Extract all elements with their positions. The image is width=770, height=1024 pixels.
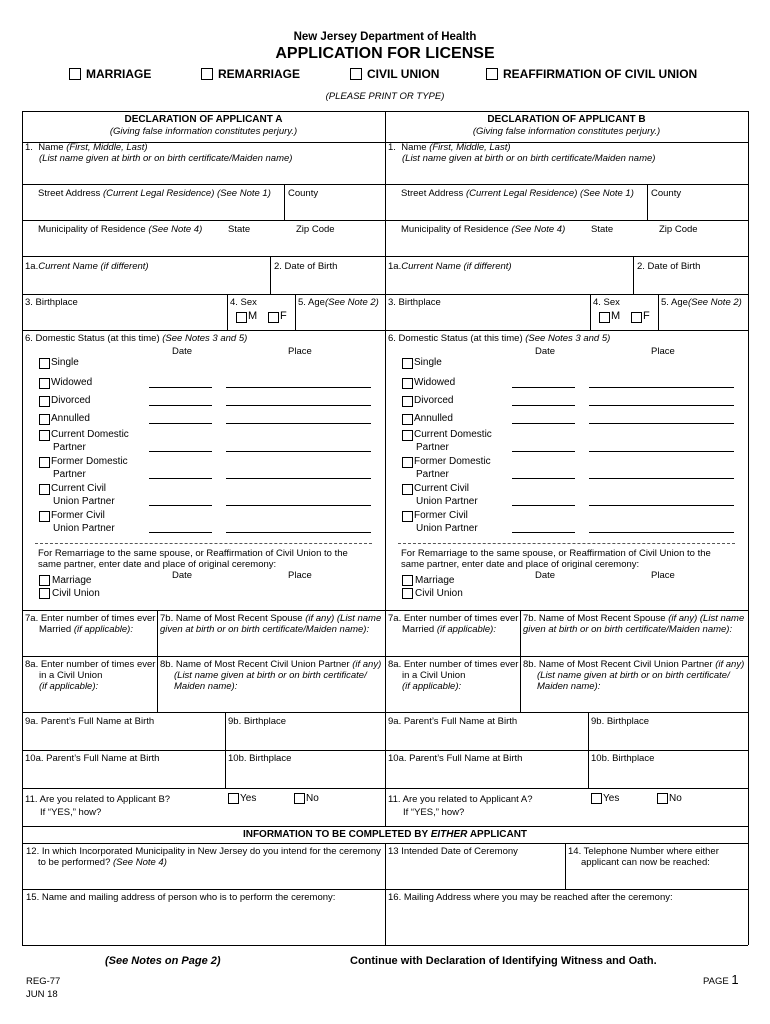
status-former-domestic-partner-place-b[interactable]: [589, 478, 734, 479]
status-current-civil-union-partner-place-b[interactable]: [589, 505, 734, 506]
sex-m-label-b: M: [611, 310, 621, 322]
status-former-civil-union-partner-date-b[interactable]: [512, 532, 575, 533]
birthplace-field-b[interactable]: [388, 310, 586, 328]
status-former-civil-union-partner-place-a[interactable]: [226, 532, 371, 533]
domestic-status-label-b: 6. Domestic Status (at this time) (See Notes 3 and 5): [388, 333, 611, 344]
q11-yes-label-b: Yes: [603, 793, 620, 804]
zip-label-b: Zip Code: [659, 224, 698, 235]
remarriage-label: REMARRIAGE: [218, 67, 301, 81]
status-divorced-checkbox-b[interactable]: [402, 396, 413, 407]
sex-f-label-a: F: [280, 310, 287, 322]
birthplace-label-b: 3. Birthplace: [388, 297, 441, 308]
q7b-field-b[interactable]: [523, 637, 745, 653]
agency-name: New Jersey Department of Health: [293, 31, 477, 43]
age-label-a: 5. Age(See Note 2): [298, 297, 379, 308]
q7b-label-b: 7b. Name of Most Recent Spouse (if any) (List name given at birth or on birth certificate/Maiden name):: [523, 613, 745, 635]
q10a-field-b[interactable]: [388, 767, 586, 785]
form-title: APPLICATION FOR LICENSE: [275, 45, 495, 62]
sex-f-label-b: F: [643, 310, 650, 322]
q7b-label-a: 7b. Name of Most Recent Spouse (if any) (List name given at birth or on birth certificate/Maiden name):: [160, 613, 382, 635]
current-name-label-b: 1a.Current Name (if different): [388, 261, 512, 272]
status-current-civil-union-partner-label-b: Current Civil Union Partner: [414, 483, 478, 507]
remarriage-date-header-a: Date: [172, 570, 193, 581]
status-former-domestic-partner-date-b[interactable]: [512, 478, 575, 479]
q9b-field-a[interactable]: [228, 730, 382, 748]
q12-label: 12. In which Incorporated Municipality in New Jersey do you intend for the ceremony to be performed? (See Note 4): [26, 846, 381, 868]
birthplace-field-a[interactable]: [25, 310, 223, 328]
remarriage-civil-union-label-b: Civil Union: [415, 588, 463, 599]
q16-label: 16. Mailing Address where you may be reached after the ceremony:: [388, 892, 673, 903]
state-label-b: State: [591, 224, 614, 235]
name-label-a: 1. Name (First, Middle, Last): [25, 142, 148, 153]
q8b-label-b: 8b. Name of Most Recent Civil Union Partner (if any) (List name given at birth or on birth certificate/ Maiden name):: [523, 659, 745, 692]
q12-field[interactable]: [24, 870, 382, 886]
status-divorced-label-a: Divorced: [51, 395, 91, 406]
q14-field[interactable]: [568, 870, 744, 886]
status-current-domestic-partner-place-a[interactable]: [226, 451, 371, 452]
dob-field-a[interactable]: [272, 274, 382, 292]
dob-field-b[interactable]: [635, 274, 745, 292]
q11-no-label-b: No: [669, 793, 682, 804]
status-place-header-a: Place: [288, 346, 312, 357]
status-current-domestic-partner-date-a[interactable]: [149, 451, 212, 452]
current-name-label-a: 1a.Current Name (if different): [25, 261, 149, 272]
street-field-a[interactable]: [25, 201, 283, 218]
status-annulled-place-a[interactable]: [226, 423, 371, 424]
status-widowed-label-a: Widowed: [51, 377, 93, 388]
q13-field[interactable]: [388, 860, 562, 886]
q7a-field-a[interactable]: [25, 637, 155, 653]
q8b-field-b[interactable]: [523, 694, 745, 710]
birthplace-label-a: 3. Birthplace: [25, 297, 78, 308]
current-name-field-b[interactable]: [388, 274, 630, 292]
municipality-field-b[interactable]: [388, 237, 745, 254]
sex-f-checkbox-a[interactable]: [268, 312, 279, 323]
q11-yes-checkbox-b[interactable]: [591, 793, 602, 804]
name-field-b[interactable]: [388, 166, 745, 182]
street-label-b: Street Address (Current Legal Residence) (See Note 1): [401, 188, 634, 199]
q10b-field-a[interactable]: [228, 767, 382, 785]
remarriage-place-field-a[interactable]: [226, 578, 371, 588]
status-annulled-label-a: Annulled: [51, 413, 90, 424]
status-date-header-b: Date: [535, 346, 556, 357]
q13-label: 13 Intended Date of Ceremony: [388, 846, 518, 857]
status-former-civil-union-partner-label-a: Former Civil Union Partner: [51, 510, 115, 534]
q16-field[interactable]: [388, 906, 744, 942]
remarriage-civil-union-checkbox-a[interactable]: [39, 588, 50, 599]
name-field-a[interactable]: [25, 166, 382, 182]
status-former-domestic-partner-label-a: Former Domestic Partner: [51, 456, 128, 480]
status-divorced-place-a[interactable]: [226, 405, 371, 406]
q9a-field-a[interactable]: [25, 730, 223, 748]
q11-label-a: 11. Are you related to Applicant B?: [25, 794, 171, 805]
q11-how-field-a[interactable]: [102, 806, 381, 822]
status-former-civil-union-partner-place-b[interactable]: [589, 532, 734, 533]
status-current-domestic-partner-date-b[interactable]: [512, 451, 575, 452]
perjury-notice-b: (Giving false information constitutes perjury.): [472, 126, 661, 137]
q8a-field-b[interactable]: [388, 694, 518, 710]
status-current-civil-union-partner-date-a[interactable]: [149, 505, 212, 506]
q11-how-field-b[interactable]: [465, 806, 744, 822]
status-annulled-date-b[interactable]: [512, 423, 575, 424]
status-annulled-checkbox-b[interactable]: [402, 414, 413, 425]
domestic-status-label-a: 6. Domestic Status (at this time) (See Notes 3 and 5): [25, 333, 248, 344]
status-divorced-label-b: Divorced: [414, 395, 454, 406]
declaration-title-a: DECLARATION OF APPLICANT A: [124, 114, 283, 125]
age-field-b[interactable]: [661, 310, 745, 328]
dob-label-b: 2. Date of Birth: [637, 261, 701, 272]
status-widowed-date-b[interactable]: [512, 387, 575, 388]
reaffirmation-label: REAFFIRMATION OF CIVIL UNION: [503, 67, 698, 81]
notes-reference: (See Notes on Page 2): [105, 955, 221, 967]
status-current-domestic-partner-checkbox-b[interactable]: [402, 430, 413, 441]
q7b-field-a[interactable]: [160, 637, 382, 653]
name-label-b: 1. Name (First, Middle, Last): [388, 142, 511, 153]
status-divorced-date-b[interactable]: [512, 405, 575, 406]
q10a-label-b: 10a. Parent’s Full Name at Birth: [388, 753, 523, 764]
marriage-checkbox[interactable]: [69, 68, 81, 80]
status-widowed-place-a[interactable]: [226, 387, 371, 388]
print-instruction: (PLEASE PRINT OR TYPE): [325, 91, 445, 102]
county-label-a: County: [288, 188, 319, 199]
page-number: PAGE 1: [703, 972, 739, 987]
remarriage-checkbox[interactable]: [201, 68, 213, 80]
status-current-civil-union-partner-checkbox-a[interactable]: [39, 484, 50, 495]
status-former-civil-union-partner-checkbox-a[interactable]: [39, 511, 50, 522]
sex-m-checkbox-b[interactable]: [599, 312, 610, 323]
q7a-label-a: 7a. Enter number of times ever Married (if applicable):: [25, 613, 156, 635]
q15-field[interactable]: [24, 906, 382, 942]
remarriage-date-header-b: Date: [535, 570, 556, 581]
q10a-label-a: 10a. Parent’s Full Name at Birth: [25, 753, 160, 764]
status-place-header-b: Place: [651, 346, 675, 357]
name-sub-label-b: (List name given at birth or on birth certificate/Maiden name): [402, 153, 656, 164]
status-single-checkbox-a[interactable]: [39, 358, 50, 369]
dob-label-a: 2. Date of Birth: [274, 261, 338, 272]
sex-m-label-a: M: [248, 310, 258, 322]
q8a-field-a[interactable]: [25, 694, 155, 710]
status-widowed-checkbox-b[interactable]: [402, 378, 413, 389]
status-divorced-checkbox-a[interactable]: [39, 396, 50, 407]
q9a-label-b: 9a. Parent’s Full Name at Birth: [388, 716, 518, 727]
status-former-civil-union-partner-checkbox-b[interactable]: [402, 511, 413, 522]
status-current-civil-union-partner-place-a[interactable]: [226, 505, 371, 506]
status-widowed-date-a[interactable]: [149, 387, 212, 388]
status-divorced-date-a[interactable]: [149, 405, 212, 406]
status-annulled-checkbox-a[interactable]: [39, 414, 50, 425]
perjury-notice-a: (Giving false information constitutes perjury.): [109, 126, 298, 137]
status-divorced-place-b[interactable]: [589, 405, 734, 406]
q7a-label-b: 7a. Enter number of times ever Married (if applicable):: [388, 613, 519, 635]
remarriage-note-1-a: For Remarriage to the same spouse, or Reaffirmation of Civil Union to the: [38, 548, 348, 559]
status-current-civil-union-partner-label-a: Current Civil Union Partner: [51, 483, 115, 507]
remarriage-note-2-b: same partner, enter date and place of original ceremony:: [401, 559, 640, 570]
remarriage-place-header-a: Place: [288, 570, 312, 581]
civil-union-label: CIVIL UNION: [367, 67, 440, 81]
q14-label: 14. Telephone Number where either applicant can now be reached:: [568, 846, 719, 868]
name-sub-label-a: (List name given at birth or on birth certificate/Maiden name): [39, 153, 293, 164]
remarriage-note-2-a: same partner, enter date and place of original ceremony:: [38, 559, 277, 570]
status-annulled-place-b[interactable]: [589, 423, 734, 424]
zip-label-a: Zip Code: [296, 224, 335, 235]
remarriage-place-header-b: Place: [651, 570, 675, 581]
either-section-title: INFORMATION TO BE COMPLETED BY EITHER APPLICANT: [242, 829, 528, 840]
remarriage-marriage-checkbox-b[interactable]: [402, 575, 413, 586]
status-current-civil-union-partner-date-b[interactable]: [512, 505, 575, 506]
q9b-field-b[interactable]: [591, 730, 745, 748]
q9b-label-b: 9b. Birthplace: [591, 716, 650, 727]
remarriage-civil-union-checkbox-b[interactable]: [402, 588, 413, 599]
q9a-field-b[interactable]: [388, 730, 586, 748]
status-widowed-label-b: Widowed: [414, 377, 456, 388]
form-id: REG-77: [26, 976, 61, 987]
remarriage-marriage-label-a: Marriage: [52, 575, 92, 586]
q8b-label-a: 8b. Name of Most Recent Civil Union Partner (if any) (List name given at birth or on birth certificate/ Maiden name):: [160, 659, 382, 692]
q11-label-b: 11. Are you related to Applicant A?: [388, 794, 533, 805]
status-annulled-label-b: Annulled: [414, 413, 453, 424]
q10a-field-a[interactable]: [25, 767, 223, 785]
county-label-b: County: [651, 188, 682, 199]
county-field-b[interactable]: [650, 201, 745, 218]
status-single-label-a: Single: [51, 357, 79, 368]
current-name-field-a[interactable]: [25, 274, 267, 292]
remarriage-marriage-label-b: Marriage: [415, 575, 455, 586]
remarriage-marriage-checkbox-a[interactable]: [39, 575, 50, 586]
sex-label-a: 4. Sex: [230, 297, 257, 308]
civil-union-checkbox[interactable]: [350, 68, 362, 80]
q11-how-label-a: If “YES,” how?: [40, 807, 102, 818]
q9b-label-a: 9b. Birthplace: [228, 716, 287, 727]
age-field-a[interactable]: [298, 310, 382, 328]
municipality-label-b: Municipality of Residence (See Note 4): [401, 224, 566, 235]
status-former-domestic-partner-checkbox-b[interactable]: [402, 457, 413, 468]
status-single-checkbox-b[interactable]: [402, 358, 413, 369]
state-label-a: State: [228, 224, 251, 235]
municipality-label-a: Municipality of Residence (See Note 4): [38, 224, 203, 235]
status-widowed-place-b[interactable]: [589, 387, 734, 388]
q11-no-label-a: No: [306, 793, 319, 804]
q15-label: 15. Name and mailing address of person who is to perform the ceremony:: [26, 892, 336, 903]
q8a-label-b: 8a. Enter number of times ever in a Civil Union (if applicable):: [388, 659, 519, 692]
status-former-domestic-partner-label-b: Former Domestic Partner: [414, 456, 491, 480]
reaffirmation-checkbox[interactable]: [486, 68, 498, 80]
declaration-title-b: DECLARATION OF APPLICANT B: [487, 114, 646, 125]
status-current-civil-union-partner-checkbox-b[interactable]: [402, 484, 413, 495]
status-date-header-a: Date: [172, 346, 193, 357]
status-annulled-date-a[interactable]: [149, 423, 212, 424]
age-label-b: 5. Age(See Note 2): [661, 297, 742, 308]
street-label-a: Street Address (Current Legal Residence) (See Note 1): [38, 188, 271, 199]
remarriage-date-field-b[interactable]: [512, 578, 575, 588]
status-single-label-b: Single: [414, 357, 442, 368]
sex-label-b: 4. Sex: [593, 297, 620, 308]
form-date: JUN 18: [26, 989, 58, 1000]
q11-no-checkbox-a[interactable]: [294, 793, 305, 804]
remarriage-date-field-a[interactable]: [149, 578, 212, 588]
q11-no-checkbox-b[interactable]: [657, 793, 668, 804]
remarriage-civil-union-label-a: Civil Union: [52, 588, 100, 599]
remarriage-place-field-b[interactable]: [589, 578, 734, 588]
remarriage-note-1-b: For Remarriage to the same spouse, or Reaffirmation of Civil Union to the: [401, 548, 711, 559]
q10b-label-b: 10b. Birthplace: [591, 753, 655, 764]
q10b-label-a: 10b. Birthplace: [228, 753, 292, 764]
continue-instruction: Continue with Declaration of Identifying Witness and Oath.: [350, 955, 657, 967]
q8b-field-a[interactable]: [160, 694, 382, 710]
sex-f-checkbox-b[interactable]: [631, 312, 642, 323]
status-former-domestic-partner-checkbox-a[interactable]: [39, 457, 50, 468]
status-former-domestic-partner-date-a[interactable]: [149, 478, 212, 479]
status-former-civil-union-partner-date-a[interactable]: [149, 532, 212, 533]
q11-yes-checkbox-a[interactable]: [228, 793, 239, 804]
county-field-a[interactable]: [287, 201, 382, 218]
status-current-domestic-partner-label-a: Current Domestic Partner: [51, 429, 129, 453]
municipality-field-a[interactable]: [25, 237, 382, 254]
street-field-b[interactable]: [388, 201, 646, 218]
sex-m-checkbox-a[interactable]: [236, 312, 247, 323]
status-current-domestic-partner-checkbox-a[interactable]: [39, 430, 50, 441]
status-current-domestic-partner-label-b: Current Domestic Partner: [414, 429, 492, 453]
q10b-field-b[interactable]: [591, 767, 745, 785]
q7a-field-b[interactable]: [388, 637, 518, 653]
status-former-domestic-partner-place-a[interactable]: [226, 478, 371, 479]
q8a-label-a: 8a. Enter number of times ever in a Civil Union (if applicable):: [25, 659, 156, 692]
status-current-domestic-partner-place-b[interactable]: [589, 451, 734, 452]
marriage-label: MARRIAGE: [86, 67, 152, 81]
q9a-label-a: 9a. Parent’s Full Name at Birth: [25, 716, 155, 727]
q11-how-label-b: If “YES,” how?: [403, 807, 465, 818]
q11-yes-label-a: Yes: [240, 793, 257, 804]
status-former-civil-union-partner-label-b: Former Civil Union Partner: [414, 510, 478, 534]
status-widowed-checkbox-a[interactable]: [39, 378, 50, 389]
